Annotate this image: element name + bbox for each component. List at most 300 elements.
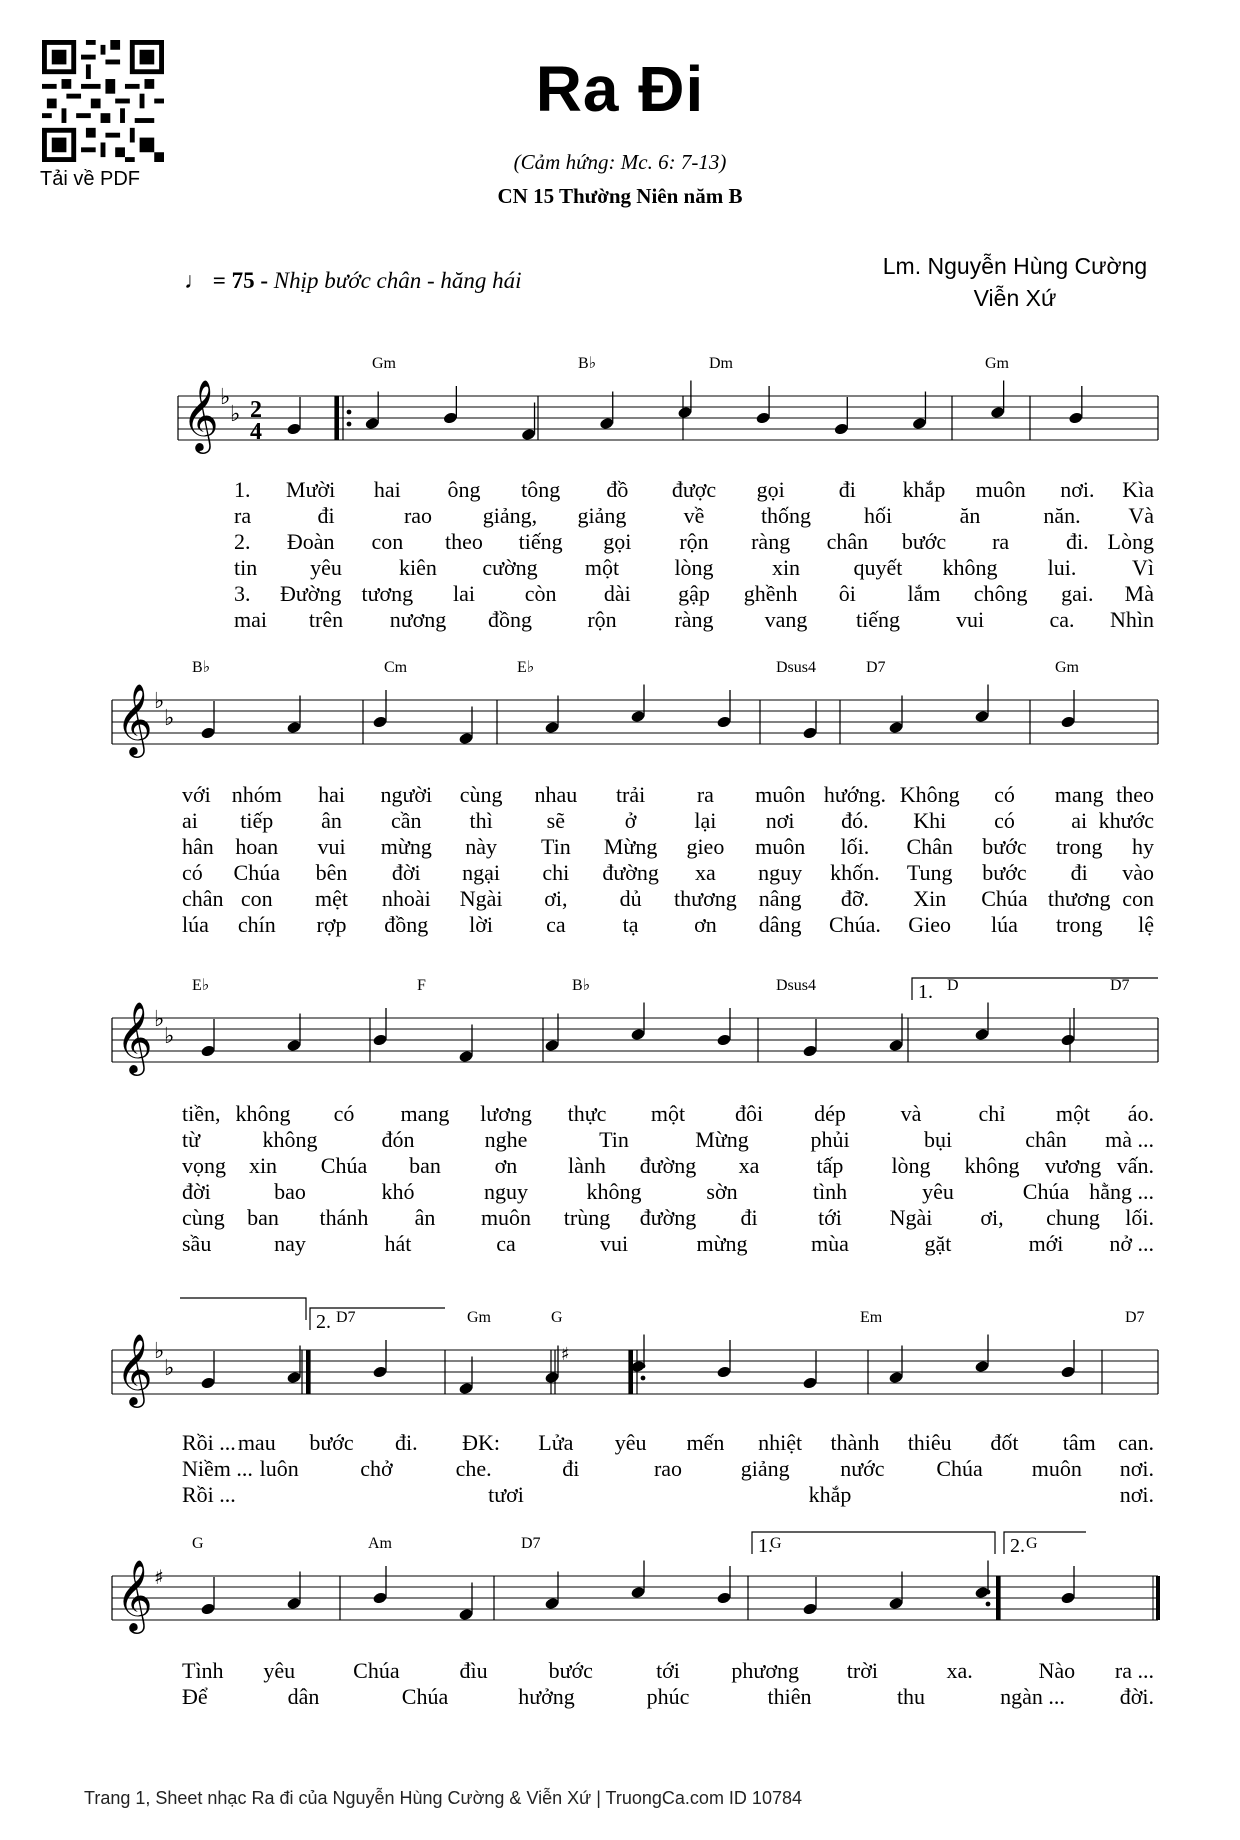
lyric-word: vui <box>955 607 985 632</box>
lyric-word: ra <box>696 782 714 807</box>
lyric-word: đỡ. <box>840 886 869 911</box>
lyric-word: ĐK: <box>462 1430 501 1455</box>
lyric-word: lúa <box>991 912 1018 937</box>
lyric-word: gieo <box>686 834 725 859</box>
lyric-word: gặt <box>924 1231 952 1256</box>
lyric-word: ân <box>321 808 342 833</box>
lyric-word: thực <box>567 1101 607 1126</box>
lyric-word: bên <box>315 860 348 885</box>
lyric-word: tấp <box>816 1153 844 1178</box>
lyric-word: mới <box>1028 1231 1064 1256</box>
lyric-word: cùng <box>182 1205 225 1230</box>
lyric-word: Lửa <box>538 1430 574 1455</box>
lyric-word: bao <box>274 1179 306 1204</box>
lyric-word: lành <box>568 1153 606 1178</box>
lyric-word: thành <box>830 1430 880 1455</box>
lyric-word: lối. <box>1125 1205 1154 1230</box>
lyric-word: lai <box>453 581 475 606</box>
lyric-word: mệt <box>315 886 349 911</box>
lyric-word: chở <box>360 1456 393 1481</box>
chord-symbol: D7 <box>336 1309 356 1326</box>
lyric-word: nở ... <box>1109 1231 1154 1256</box>
chord-symbol: D7 <box>1110 977 1130 994</box>
lyric-word: ơn <box>694 912 717 937</box>
lyric-word: Chân <box>906 834 953 859</box>
lyric-word: theo <box>1116 782 1154 807</box>
flat-icon: ♭ <box>154 1339 165 1364</box>
lyric-word: ơn <box>494 1153 518 1178</box>
volta-bracket <box>180 1298 306 1320</box>
lyric-word: lui. <box>1047 555 1077 580</box>
lyric-word: yêu <box>310 555 342 580</box>
lyric-word: muôn <box>1031 1456 1082 1481</box>
lyric-word: không <box>235 1101 291 1126</box>
lyric-word: bước <box>982 860 1027 885</box>
chord-symbol: F <box>417 977 426 994</box>
lyric-word: giảng <box>577 503 627 528</box>
lyric-word: dân <box>287 1684 320 1709</box>
lyric-word: nguy <box>484 1179 528 1204</box>
lyric-word: 1. <box>234 477 251 502</box>
chord-symbol: D7 <box>866 659 886 676</box>
lyric-word: không <box>262 1127 318 1152</box>
treble-clef-icon: 𝄞 <box>116 1000 153 1073</box>
lyric-word: ca <box>496 1231 516 1256</box>
lyric-word: nay <box>274 1231 306 1256</box>
lyric-word: Mừng <box>603 834 658 859</box>
lyric-word: tin <box>234 555 258 580</box>
chord-symbol: Dsus4 <box>776 659 817 676</box>
lyric-word: gập <box>678 581 710 606</box>
lyric-word: đón <box>381 1127 415 1152</box>
lyric-word: ngại <box>462 860 501 885</box>
lyric-word: khắp <box>808 1482 852 1507</box>
lyric-word: Đường <box>279 581 342 606</box>
lyric-word: áo. <box>1127 1101 1154 1126</box>
lyric-word: mang <box>1054 782 1104 807</box>
lyric-word: Tin <box>540 834 571 859</box>
repeat-dot <box>641 1376 646 1381</box>
lyric-word: Đoàn <box>286 529 335 554</box>
subtitle: (Cảm hứng: Mc. 6: 7-13) <box>513 150 727 174</box>
lyric-word: không <box>586 1179 642 1204</box>
lyric-word: thiêu <box>907 1430 952 1455</box>
lyric-word: đời. <box>1119 1684 1154 1709</box>
lyric-word: đôi <box>734 1101 764 1126</box>
lyric-word: Tung <box>906 860 953 885</box>
lyric-word: vấn. <box>1116 1153 1154 1178</box>
flat-icon: ♭ <box>164 1024 175 1049</box>
lyric-word: còn <box>524 581 557 606</box>
lyric-word: tông <box>521 477 561 502</box>
lyric-word: ban <box>247 1205 279 1230</box>
repeat-end-bar <box>996 1576 1000 1620</box>
lyric-word: bước <box>982 834 1027 859</box>
lyric-word: cần <box>391 808 422 833</box>
lyric-word: chân <box>182 886 224 911</box>
lyric-word: ban <box>409 1153 441 1178</box>
lyric-word: bước <box>309 1430 354 1455</box>
flat-icon: ♭ <box>164 706 175 731</box>
time-signature-top: 2 <box>250 397 262 423</box>
flat-icon: ♭ <box>154 689 165 714</box>
lyric-word: một <box>584 555 620 580</box>
flat-icon: ♭ <box>154 1007 165 1032</box>
lyric-word: trong <box>1056 834 1103 859</box>
repeat-dot <box>347 422 352 427</box>
sharp-icon: ♯ <box>154 1565 164 1589</box>
lyric-word: lại <box>694 808 717 833</box>
lyric-word: Không <box>899 782 960 807</box>
lyric-word: tiếng <box>856 607 900 632</box>
final-bar-line <box>1156 1576 1160 1620</box>
lyric-word: Rồi ... <box>182 1482 236 1507</box>
lyric-word: ai <box>182 808 198 833</box>
volta-label: 1. <box>918 981 933 1003</box>
flat-icon: ♭ <box>230 402 241 427</box>
lyric-word: thánh <box>319 1205 369 1230</box>
chord-symbol: G <box>770 1535 782 1552</box>
lyric-word: hưởng <box>518 1684 575 1709</box>
lyric-word: đi <box>740 1205 758 1230</box>
lyric-word: lời <box>469 912 494 937</box>
lyric-word: nơi <box>765 808 795 833</box>
lyric-word: nghe <box>484 1127 528 1152</box>
sharp-icon: ♯ <box>561 1344 570 1365</box>
lyric-word: 2. <box>234 529 251 554</box>
volta-label: 2. <box>1010 1535 1025 1557</box>
lyric-word: trên <box>308 607 344 632</box>
lyric-word: quyết <box>853 555 903 580</box>
lyric-word: Niềm ... <box>182 1456 253 1481</box>
lyric-word: đi. <box>1066 529 1089 554</box>
lyric-word: Chúa <box>233 860 280 885</box>
lyric-word: Kìa <box>1122 477 1154 502</box>
lyric-word: đốt <box>990 1430 1019 1455</box>
lyric-word: muôn <box>755 834 806 859</box>
lyric-word: được <box>671 477 717 502</box>
lyric-word: với <box>182 782 211 807</box>
chord-symbol: B♭ <box>572 977 591 994</box>
lyric-word: dủ <box>619 886 642 911</box>
volta-bracket <box>752 1532 995 1554</box>
lyric-word: phương <box>731 1658 799 1683</box>
lyric-word: lòng <box>674 555 714 580</box>
chord-symbol: B♭ <box>192 659 211 676</box>
lyricist-name: Viễn Xứ <box>973 285 1057 311</box>
lyric-word: đồng <box>488 607 532 632</box>
lyric-word: Chúa <box>401 1684 449 1709</box>
lyric-word: vui <box>317 834 346 859</box>
lyric-word: muôn <box>755 782 806 807</box>
lyric-word: ơi, <box>980 1205 1004 1230</box>
lyric-word: đồ <box>606 477 629 502</box>
lyric-word: tiếp <box>240 808 274 833</box>
lyric-word: ơi, <box>544 886 568 911</box>
lyric-word: phúc <box>646 1684 690 1709</box>
lyric-word: hằng ... <box>1089 1179 1154 1204</box>
lyric-word: đi. <box>394 1430 418 1455</box>
lyric-word: đường <box>639 1153 697 1178</box>
quarter-note-icon: ♩ <box>184 268 207 293</box>
lyric-word: dép <box>814 1101 846 1126</box>
lyric-word: sẽ <box>546 808 566 833</box>
lyric-word: hân <box>182 834 214 859</box>
lyric-word: Lòng <box>1107 529 1154 554</box>
lyric-word: Chúa <box>936 1456 983 1481</box>
lyric-word: lúa <box>182 912 209 937</box>
lyric-word: chân <box>1025 1127 1067 1152</box>
lyric-word: xa <box>738 1153 760 1178</box>
lyric-word: tình <box>812 1179 848 1204</box>
lyric-word: tiền, <box>182 1101 221 1126</box>
lyric-word: Vì <box>1132 555 1154 580</box>
lyric-word: đường <box>602 860 659 885</box>
lyric-word: yêu <box>263 1658 296 1683</box>
lyric-word: thương <box>674 886 737 911</box>
tempo-bpm: = 75 - <box>212 268 274 293</box>
lyric-word: năn. <box>1043 503 1081 528</box>
composer-name: Lm. Nguyễn Hùng Cường <box>882 253 1148 279</box>
lyric-word: phủi <box>810 1127 850 1152</box>
lyric-word: tương <box>361 581 414 606</box>
lyric-word: hối <box>863 503 893 528</box>
lyric-word: khước <box>1098 808 1154 833</box>
lyric-word: lòng <box>891 1153 931 1178</box>
lyric-word: ra <box>234 503 252 528</box>
lyric-word: đìu <box>459 1658 488 1683</box>
lyric-word: vào <box>1122 860 1154 885</box>
lyric-word: vang <box>764 607 808 632</box>
lyric-word: mừng <box>696 1231 748 1256</box>
lyric-word: Ngài <box>889 1205 933 1230</box>
lyric-word: một <box>1055 1101 1091 1126</box>
lyric-word: ca. <box>1049 607 1075 632</box>
lyric-word: khốn. <box>830 860 880 885</box>
lyric-word: nhau <box>534 782 578 807</box>
lyric-word: đời <box>182 1179 211 1204</box>
lyric-word: con <box>240 886 273 911</box>
lyric-word: đường <box>639 1205 697 1230</box>
treble-clef-icon: 𝄞 <box>116 1558 153 1631</box>
lyric-word: nước <box>840 1456 885 1481</box>
lyric-word: lắm <box>907 581 941 606</box>
lyric-word: và <box>900 1101 922 1126</box>
lyric-word: vương <box>1044 1153 1102 1178</box>
repeat-start-bar <box>335 396 339 440</box>
lyric-word: chín <box>237 912 276 937</box>
lyric-word: muôn <box>975 477 1026 502</box>
lyric-word: không <box>942 555 998 580</box>
lyric-word: đi <box>562 1456 580 1481</box>
lyric-word: sờn <box>706 1179 738 1204</box>
lyric-word: Gieo <box>908 912 952 937</box>
chord-symbol: G <box>1026 1535 1038 1552</box>
lyric-word: nhiệt <box>758 1430 803 1455</box>
lyric-word: ân <box>414 1205 436 1230</box>
repeat-dot <box>347 410 352 415</box>
lyric-word: một <box>650 1101 686 1126</box>
lyric-word: không <box>964 1153 1020 1178</box>
lyric-word: từ <box>182 1127 201 1152</box>
lyric-word: Xin <box>913 886 947 911</box>
chord-symbol: Cm <box>384 659 408 676</box>
lyric-word: hy <box>1132 834 1154 859</box>
lyric-word: can. <box>1117 1430 1154 1455</box>
lyric-word: Nhìn <box>1110 607 1154 632</box>
lyric-word: này <box>465 834 497 859</box>
page-footer: Trang 1, Sheet nhạc Ra đi của Nguyễn Hùng Cường & Viễn Xứ | TruongCa.com ID 10784 <box>84 1788 802 1808</box>
lyric-word: hướng. <box>823 782 886 807</box>
lyric-word: ra <box>992 529 1010 554</box>
lyric-word: yêu <box>614 1430 647 1455</box>
lyric-word: gọi <box>603 529 632 554</box>
lyric-word: xa. <box>946 1658 973 1683</box>
chord-symbol: G <box>192 1535 204 1552</box>
lyric-word: con <box>371 529 404 554</box>
lyric-word: đó. <box>841 808 869 833</box>
lyric-word: mang <box>400 1101 450 1126</box>
lyric-word: trong <box>1056 912 1103 937</box>
lyric-word: xa <box>695 860 716 885</box>
lyric-word: rợp <box>316 912 347 937</box>
lyric-word: tâm <box>1062 1430 1096 1455</box>
lyric-word: thu <box>896 1684 926 1709</box>
lyric-word: lối. <box>840 834 870 859</box>
repeat-start-bar <box>629 1350 633 1394</box>
lyric-word: bụi <box>923 1127 953 1152</box>
lyric-word: mau <box>237 1430 276 1455</box>
lyric-word: rộn <box>587 607 617 632</box>
lyric-word: rao <box>653 1456 683 1481</box>
lyric-word: xin <box>248 1153 278 1178</box>
lyric-word: luôn <box>259 1456 299 1481</box>
treble-clef-icon: 𝄞 <box>182 378 219 451</box>
lyric-word: Mừng <box>695 1127 749 1152</box>
chord-symbol: E♭ <box>517 659 535 676</box>
chord-symbol: B♭ <box>578 355 597 372</box>
lyric-word: Mười <box>286 477 336 502</box>
lyric-word: Để <box>182 1684 208 1709</box>
lyric-word: mừng <box>380 834 432 859</box>
lyric-word: Và <box>1128 503 1154 528</box>
lyric-word: có <box>333 1101 355 1126</box>
lyric-word: mà ... <box>1105 1127 1154 1152</box>
lyric-word: ràng <box>751 529 791 554</box>
chord-symbol: Dsus4 <box>776 977 817 994</box>
lyric-word: cường <box>482 555 538 580</box>
lyric-word: về <box>683 503 705 528</box>
lyric-word: vọng <box>182 1153 226 1178</box>
lyric-word: tạ <box>622 912 639 937</box>
lyric-word: mến <box>686 1430 725 1455</box>
lyric-word: 3. <box>234 581 251 606</box>
lyric-word: hai <box>318 782 345 807</box>
lyric-word: cùng <box>459 782 503 807</box>
lyric-word: Rồi ... <box>182 1430 236 1455</box>
lyric-word: nâng <box>758 886 802 911</box>
lyric-word: gọi <box>756 477 785 502</box>
occasion: CN 15 Thường Niên năm B <box>497 184 743 208</box>
lyric-word: chi <box>542 860 570 885</box>
download-pdf-link[interactable]: Tải về PDF <box>40 168 141 190</box>
lyric-word: nhoài <box>381 886 431 911</box>
repeat-end-bar <box>306 1350 310 1394</box>
lyric-word: ca <box>546 912 566 937</box>
lyric-word: vui <box>599 1231 629 1256</box>
lyric-word: tiếng <box>518 529 563 554</box>
volta-label: 1. <box>758 1535 773 1557</box>
lyric-word: mai <box>234 607 267 632</box>
lyric-word: hoan <box>235 834 279 859</box>
lyric-word: khó <box>381 1179 415 1204</box>
lyric-word: ôi <box>838 581 856 606</box>
lyric-word: nguy <box>758 860 803 885</box>
lyric-word: ràng <box>674 607 714 632</box>
lyric-word: khắp <box>902 477 946 502</box>
lyric-word: muôn <box>480 1205 532 1230</box>
lyric-word: Mà <box>1124 581 1154 606</box>
chord-symbol: G <box>551 1309 563 1326</box>
lyric-word: ra ... <box>1114 1658 1154 1683</box>
lyric-word: ở <box>624 808 637 833</box>
lyric-word: Tình <box>182 1658 224 1683</box>
lyric-word: ăn <box>959 503 981 528</box>
chord-symbol: Am <box>368 1535 392 1552</box>
lyric-word: đời <box>391 860 421 885</box>
lyric-word: yêu <box>922 1179 954 1204</box>
lyric-word: Chúa. <box>828 912 881 937</box>
lyric-word: thống <box>760 503 812 528</box>
flat-icon: ♭ <box>220 385 231 410</box>
chord-symbol: E♭ <box>192 977 210 994</box>
lyric-word: Chúa <box>353 1658 400 1683</box>
lyric-word: dài <box>603 581 631 606</box>
lyric-word: Khi <box>913 808 947 833</box>
chord-symbol: Dm <box>709 355 733 372</box>
lyric-word: mùa <box>811 1231 849 1256</box>
lyric-word: con <box>1122 886 1154 911</box>
chord-symbol: Gm <box>372 355 396 372</box>
lyric-word: giảng <box>740 1456 790 1481</box>
lyric-word: trải <box>615 782 646 807</box>
lyric-word: chông <box>973 581 1028 606</box>
lyric-word: tới <box>818 1205 842 1230</box>
lyric-word: Tin <box>599 1127 629 1152</box>
lyric-word: đồng <box>384 912 429 937</box>
lyric-word: thì <box>469 808 493 833</box>
lyric-word: bước <box>548 1658 593 1683</box>
lyric-word: chân <box>826 529 869 554</box>
lyric-word: lương <box>480 1101 532 1126</box>
lyric-word: đi <box>1070 860 1088 885</box>
lyric-word: đi <box>317 503 335 528</box>
lyric-word: có <box>994 782 1015 807</box>
lyric-word: Chúa <box>981 886 1028 911</box>
treble-clef-icon: 𝄞 <box>116 1332 153 1405</box>
lyric-word: ông <box>447 477 481 502</box>
tempo-description: Nhịp bước chân - hăng hái <box>273 268 522 293</box>
chord-symbol: D7 <box>521 1535 541 1552</box>
lyric-word: trùng <box>563 1205 611 1230</box>
page-title: Ra Đi <box>535 53 705 125</box>
lyric-word: dâng <box>758 912 802 937</box>
chord-symbol: Gm <box>1055 659 1079 676</box>
chord-symbol: D7 <box>1125 1309 1145 1326</box>
chord-symbol: Gm <box>467 1309 491 1326</box>
lyric-word: chung <box>1046 1205 1100 1230</box>
lyric-word: tới <box>656 1658 680 1683</box>
